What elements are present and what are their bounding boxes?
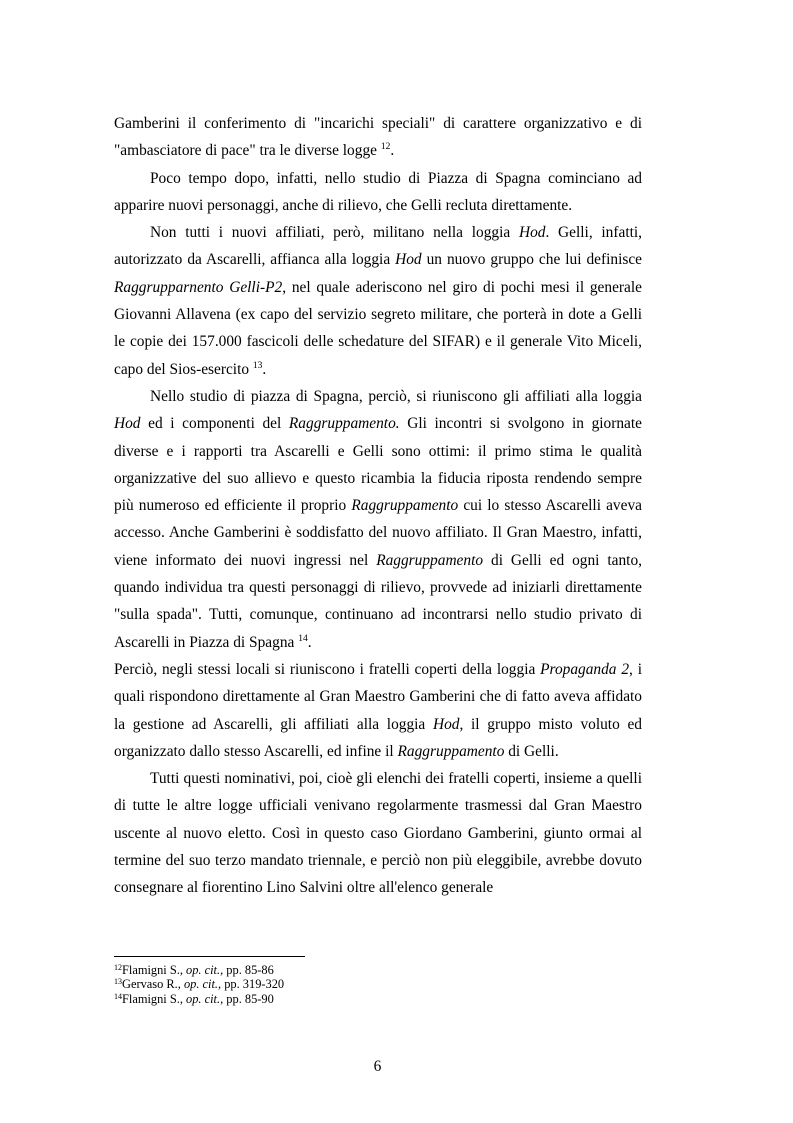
text-segment: Nello studio di piazza di Spagna, perciò, si riuniscono gli affiliati alla loggia (150, 387, 642, 405)
footnote-author: Flamigni S., (122, 991, 187, 1006)
text-segment: ed i componenti del (140, 415, 289, 433)
text-segment: . (390, 142, 395, 160)
text-segment: Gli incontri si svolgono in giornate diverse e i rapporti tra Ascarelli e Gelli sono ottimi: il primo stima le qualità organizzative del suo allievo e questo ricambia la fiducia riposta rendendo sempre più numeroso ed efficiente il proprio (114, 415, 642, 515)
text-segment: di Gelli. (504, 742, 559, 760)
italic-text: Raggruppamento (351, 497, 459, 515)
text-segment: di Gelli ed ogni tanto, quando individua tra questi personaggi di rilievo, provvede ad iniziarli direttamente "sulla spada". Tutti, comunque, continuano ad incontrarsi nello studio privato di Ascarelli in Piazza di Spagna (114, 551, 642, 651)
footnote-reference: 13 (252, 360, 263, 371)
paragraph (114, 219, 642, 383)
paragraph (114, 383, 642, 656)
footnote-pages: pp. 85-86 (223, 963, 274, 977)
footnote-pages: pp. 319-320 (221, 977, 285, 992)
footnote (114, 977, 642, 991)
text-segment: Non tutti i nuovi affiliati, però, militano nella loggia (150, 224, 519, 242)
footnote-list (114, 963, 642, 1006)
footnote-reference: 14 (298, 633, 308, 644)
text-segment: . (307, 633, 312, 651)
page-body (114, 110, 642, 902)
text-segment: cui lo stesso Ascarelli aveva accesso. Anche Gamberini è soddisfatto del nuovo affiliato. Il Gran Maestro, infatti, viene informato dei nuovi ingressi nel (114, 497, 642, 569)
italic-text: Raggruppamento (397, 742, 505, 760)
italic-text: Hod (395, 251, 422, 269)
text-segment: Perciò, negli stessi locali si riuniscono i fratelli coperti della loggia (114, 660, 541, 678)
body-text (114, 110, 642, 902)
paragraph (114, 656, 642, 765)
paragraph (114, 110, 642, 165)
footnote-cite: op. cit., (183, 977, 222, 992)
italic-text: Raggrupparnento Gelli-P2 (114, 278, 283, 296)
italic-text: Hod (518, 224, 546, 242)
italic-text: Propaganda 2 (540, 660, 630, 678)
text-segment: , il gruppo misto voluto ed organizzato dallo stesso Ascarelli, ed infine il (114, 715, 642, 760)
footnote-author: Flamigni S., (122, 963, 187, 977)
footnote (114, 963, 642, 977)
footnote-number: 14 (114, 991, 122, 1001)
footnote-reference: 12 (380, 142, 391, 153)
footnote-separator (114, 956, 305, 957)
text-segment: Poco tempo dopo, infatti, nello studio di Piazza di Spagna cominciano ad apparire nuovi personaggi, anche di rilievo, che Gelli recluta direttamente. (114, 169, 642, 214)
italic-text: Raggruppamento (376, 551, 484, 569)
text-segment: un nuovo gruppo che lui definisce (421, 251, 642, 269)
italic-text: Hod (114, 415, 141, 433)
text-segment: , nel quale aderiscono nel giro di pochi mesi il generale Giovanni Allavena (ex capo del servizio segreto militare, che porterà in dote a Gelli le copie dei 157.000 fascicoli delle schedature del SIFAR) e il generale Vito Miceli, capo del Sios-esercito (114, 278, 642, 378)
text-segment: , i quali rispondono direttamente al Gran Maestro Gamberini che di fatto aveva affidato la gestione ad Ascarelli, gli affiliati alla loggia (114, 660, 642, 733)
footnote-cite: op. cit., (186, 991, 224, 1006)
footnote-number: 13 (114, 977, 122, 987)
footnote-pages: pp. 85-90 (223, 991, 274, 1006)
text-segment: . (262, 360, 267, 378)
text-segment: Gamberini il conferimento di "incarichi speciali" di carattere organizzativo e di "ambasciatore di pace" tra le diverse logge (114, 115, 642, 160)
footnote-number: 12 (114, 963, 122, 972)
paragraph (114, 765, 642, 901)
paragraph (114, 165, 642, 220)
footnote-author: Gervaso R., (122, 977, 184, 992)
footnote-cite: op. cit., (186, 963, 224, 977)
text-segment: . Gelli, infatti, autorizzato da Ascarelli, affianca alla loggia (114, 224, 643, 269)
text-segment: Tutti questi nominativi, poi, cioè gli elenchi dei fratelli coperti, insieme a quelli di tutte le altre logge ufficiali venivano regolarmente trasmessi dal Gran Maestro uscente al nuovo eletto. Così in questo caso Giordano Gamberini, giunto ormai al termine del suo terzo mandato triennale, e perciò non più eleggibile, avrebbe dovuto consegnare al fiorentino Lino Salvini oltre all'elenco generale (114, 770, 642, 897)
page-number: 6 (373, 1058, 382, 1075)
footnote (114, 992, 642, 1006)
italic-text: Raggruppamento. (288, 415, 400, 433)
italic-text: Hod (432, 715, 460, 733)
footnotes (114, 956, 642, 1006)
